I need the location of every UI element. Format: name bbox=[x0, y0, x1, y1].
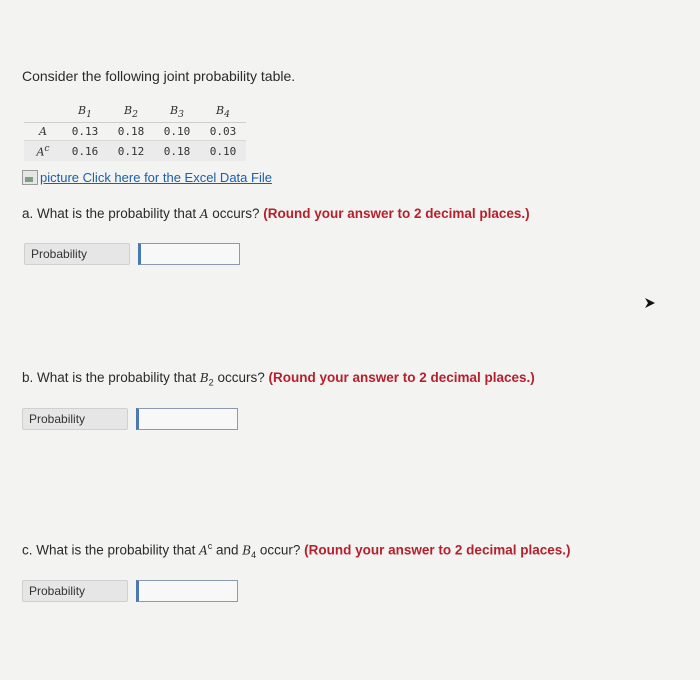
col-header-b4: $B_4$ bbox=[200, 102, 246, 123]
col-header-b2-sub: 2 bbox=[132, 109, 138, 121]
row-header-ac-base: A bbox=[36, 145, 45, 159]
question-a-suffix: occurs? bbox=[208, 206, 264, 221]
broken-image-icon bbox=[22, 170, 38, 185]
answer-row-a bbox=[24, 243, 240, 265]
table-cell: 0.12 bbox=[117, 144, 145, 158]
table-row-a bbox=[24, 123, 246, 141]
table-cell: 0.10 bbox=[154, 123, 200, 141]
table-cell: 0.16 bbox=[71, 144, 99, 158]
question-b-var: B bbox=[199, 371, 209, 385]
answer-label-c: Probability bbox=[22, 580, 128, 602]
question-a-round-note: (Round your answer to 2 decimal places.) bbox=[263, 206, 530, 221]
answer-label-b: Probability bbox=[22, 408, 128, 430]
table-cell: 0.13 bbox=[62, 123, 108, 141]
answer-row-b bbox=[22, 408, 238, 430]
joint-probability-table bbox=[24, 102, 246, 161]
excel-link-alt: picture bbox=[40, 170, 80, 185]
probability-input-c[interactable] bbox=[136, 580, 238, 602]
question-c-suffix: occur? bbox=[256, 542, 305, 558]
question-b-suffix: occurs? bbox=[213, 370, 269, 385]
question-c-var2: B bbox=[242, 543, 252, 558]
col-header-b4-sub: 4 bbox=[224, 109, 230, 121]
col-header-b3-sub: 3 bbox=[178, 109, 184, 121]
question-c-var-sup: c bbox=[207, 541, 213, 551]
answer-label-a: Probability bbox=[24, 243, 130, 265]
row-header-ac bbox=[24, 141, 62, 161]
excel-link-text: Click here for the Excel Data File bbox=[82, 170, 272, 185]
table-cell: 0.18 bbox=[163, 144, 191, 158]
question-a-prefix: a. What is the probability that bbox=[22, 206, 200, 221]
question-c-var2-sub: 4 bbox=[251, 550, 257, 561]
question-c-mid: and bbox=[212, 542, 243, 558]
probability-input-b[interactable] bbox=[136, 408, 238, 430]
table-cell: 0.18 bbox=[108, 123, 154, 141]
question-a bbox=[22, 206, 530, 221]
question-b bbox=[22, 370, 535, 388]
row-header-ac-sup: c bbox=[44, 143, 50, 155]
col-header-b2: $B_2$ bbox=[108, 102, 154, 123]
table-cell: 0.10 bbox=[209, 144, 237, 158]
table-row-ac bbox=[24, 141, 246, 161]
table-header-row bbox=[24, 102, 246, 123]
excel-data-link[interactable] bbox=[22, 170, 272, 185]
row-header-a: A bbox=[24, 123, 62, 141]
col-header-b1: $B_1$ bbox=[62, 102, 108, 123]
question-c-round-note: (Round your answer to 2 decimal places.) bbox=[304, 542, 571, 558]
question-c-var: A bbox=[199, 543, 208, 558]
col-header-b1-sub: 1 bbox=[86, 109, 92, 121]
question-c bbox=[22, 541, 571, 560]
question-c-prefix: c. What is the probability that bbox=[22, 542, 200, 558]
question-b-var-sub: 2 bbox=[208, 377, 214, 388]
col-header-b3: $B_3$ bbox=[154, 102, 200, 123]
answer-row-c bbox=[22, 580, 238, 602]
probability-input-a[interactable] bbox=[138, 243, 240, 265]
question-a-var: A bbox=[199, 207, 209, 221]
intro-text: Consider the following joint probability table. bbox=[22, 68, 296, 84]
question-b-prefix: b. What is the probability that bbox=[22, 370, 200, 385]
table-cell: 0.03 bbox=[200, 123, 246, 141]
mouse-cursor-icon bbox=[643, 296, 657, 310]
table-corner bbox=[24, 102, 62, 123]
question-b-round-note: (Round your answer to 2 decimal places.) bbox=[268, 370, 535, 385]
